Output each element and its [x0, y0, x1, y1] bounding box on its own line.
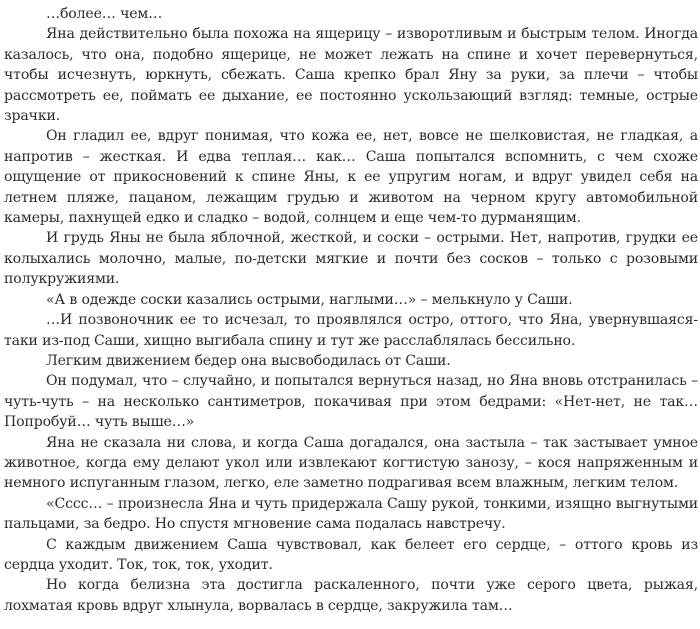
paragraph: …И позвоночник ее то исчезал, то проявлялся остро, оттого, что Яна, увернувшаяся-таки из-под Саши, хищно выгибала спину и тут же расслаблялась бессильно. [4, 312, 698, 349]
paragraph: …более… чем… [46, 6, 163, 22]
paragraph: С каждым движением Саша чувствовал, как белеет его сердце, – оттого кровь из сердца уходит. Ток, ток, ток, уходит. [4, 536, 698, 573]
paragraph: Яна не сказала ни слова, и когда Саша догадался, она застыла – так застывает умное животное, когда ему делают укол или извлекают когтистую занозу, – кося напряженным и немного испуганным глазом, легко, еле заметно подрагивая всем влажным, легким телом. [4, 434, 698, 492]
paragraph: «А в одежде соски казались острыми, наглыми…» – мелькнуло у Саши. [46, 291, 573, 308]
paragraph: Яна действительно была похожа на ящерицу – изворотливым и быстрым телом. Иногда казалось, что она, подобно ящерице, не может лежать на спине и хочет перевернуться, чтобы исчезнуть, юркнуть, сбежать. Саша крепко брал Яну за руки, за плечи – чтобы рассмотреть ее, поймать ее дыхание, ее постоянно ускользающий взгляд: темные, острые зрачки. [4, 26, 698, 125]
paragraph: Он гладил ее, вдруг понимая, что кожа ее, нет, вовсе не шелковистая, не гладкая, а напротив – жесткая. И едва теплая… как… Саша попытался вспомнить, с чем схоже ощущение от прикосновений к спине Яны, к ее упругим ногам, и вдруг увидел себя на летнем пляже, пацаном, лежащим грудью и животом на черном кругу автомобильной камеры, пахнущей едко и сладко – водой, солнцем и еще чем-то дурманящим. [4, 128, 698, 227]
paragraph: Легким движением бедер она высвободилась от Саши. [46, 352, 451, 369]
paragraph: Он подумал, что – случайно, и попытался вернуться назад, но Яна вновь отстранилась – чуть-чуть – на несколько сантиметров, покачивая при этом бедрами: «Нет-нет, не так… Попробуй… чуть выше…» [4, 373, 698, 431]
text-page [4, 4, 698, 616]
paragraph: «Сссс… – произнесла Яна и чуть придержала Сашу рукой, тонкими, изящно выгнутыми пальцами, за бедро. Но спустя мгновение сама подалась навстречу. [4, 495, 698, 533]
paragraph: Но когда белизна эта достигла раскаленного, почти уже серого цвета, рыжая, лохматая кровь вдруг хлынула, ворвалась в сердце, закружила там… [4, 577, 698, 614]
paragraph: И грудь Яны не была яблочной, жесткой, и соски – острыми. Нет, напротив, грудки ее колыхались молочно, малые, по-детски мягкие и почти без сосков – только с розовыми полукружиями. [4, 230, 698, 288]
